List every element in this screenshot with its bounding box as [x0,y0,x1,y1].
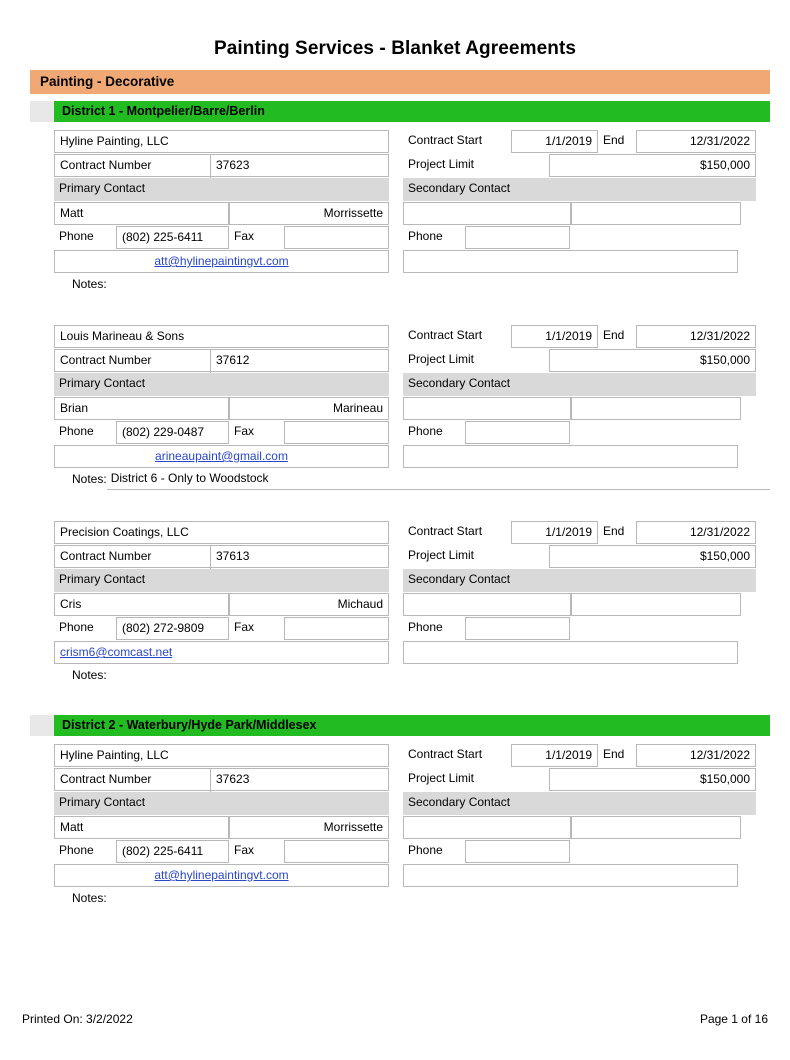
record-row-contact-heads [54,373,770,396]
contract-end-value: 12/31/2022 [636,744,756,767]
printed-on-text: Printed On: 3/2/2022 [22,1012,133,1026]
primary-email[interactable] [54,250,389,273]
record-row-notes [54,888,770,908]
primary-phone-value: (802) 272-9809 [116,617,229,640]
primary-email[interactable] [54,864,389,887]
record-row-email [54,445,770,468]
primary-contact-heading: Primary Contact [54,569,389,592]
record-row-vendor [54,521,770,544]
project-limit-label: Project Limit [408,352,475,366]
secondary-contact-first-name [403,397,571,420]
secondary-email [403,641,738,664]
page-number-text: Page 1 of 16 [699,1012,768,1026]
district-gutter [30,101,54,122]
primary-fax-value [284,421,389,444]
district-header-row [30,715,770,736]
vendor-name: Hyline Painting, LLC [54,130,389,153]
secondary-phone-label: Phone [408,229,443,243]
page-footer [22,1012,768,1026]
secondary-contact-first-name [403,816,571,839]
record-row-phone-fax [54,840,770,863]
contract-start-label: Contract Start [408,328,483,342]
contract-end-label: End [603,524,625,538]
secondary-contact-heading: Secondary Contact [403,178,756,201]
primary-fax-label: Fax [234,620,255,634]
secondary-phone-value [465,421,570,444]
project-limit-label: Project Limit [408,157,475,171]
primary-phone-value: (802) 225-6411 [116,840,229,863]
primary-contact-first-name: Matt [54,202,229,225]
primary-contact-last-name: Morrissette [229,816,389,839]
vendor-name: Hyline Painting, LLC [54,744,389,767]
primary-phone-value: (802) 225-6411 [116,226,229,249]
record-row-phone-fax [54,421,770,444]
primary-email-link[interactable]: att@hylinepaintingvt.com [154,254,289,268]
secondary-email [403,445,738,468]
primary-phone-label: Phone [59,229,94,243]
secondary-contact-first-name [403,202,571,225]
project-limit-value: $150,000 [549,349,756,372]
record-row-contract-number [54,545,770,568]
page-title: Painting Services - Blanket Agreements [213,38,577,59]
record-row-phone-fax [54,617,770,640]
contract-start-value: 1/1/2019 [511,521,598,544]
primary-fax-value [284,226,389,249]
primary-email-link[interactable]: arineaupaint@gmail.com [155,449,288,463]
project-limit-label: Project Limit [408,548,475,562]
contract-start-label: Contract Start [408,747,483,761]
secondary-phone-label: Phone [408,424,443,438]
primary-email[interactable] [54,445,389,468]
primary-fax-label: Fax [234,229,255,243]
secondary-contact-last-name [571,202,741,225]
district-header-2: District 2 - Waterbury/Hyde Park/Middlesex [54,715,770,736]
record-row-notes [54,274,770,294]
contract-end-label: End [603,328,625,342]
notes-label: Notes: [72,891,107,905]
contract-number-field [54,154,389,177]
record-row-contact-heads [54,569,770,592]
record-row-notes [54,469,770,490]
secondary-contact-heading: Secondary Contact [403,373,756,396]
secondary-phone-label: Phone [408,843,443,857]
vendor-name: Precision Coatings, LLC [54,521,389,544]
record-row-contract-number [54,349,770,372]
secondary-contact-last-name [571,816,741,839]
contract-start-label: Contract Start [408,133,483,147]
contract-number-label: Contract Number [60,772,152,786]
agreement-record [54,744,770,908]
contract-number-field [54,768,389,791]
district-header-row [30,101,770,122]
primary-fax-value [284,840,389,863]
contract-start-value: 1/1/2019 [511,130,598,153]
secondary-phone-label: Phone [408,620,443,634]
contract-number-label: Contract Number [60,353,152,367]
secondary-contact-first-name [403,593,571,616]
secondary-contact-heading: Secondary Contact [403,569,756,592]
record-row-vendor [54,744,770,767]
contract-start-value: 1/1/2019 [511,325,598,348]
record-row-email [54,641,770,664]
primary-phone-label: Phone [59,424,94,438]
project-limit-value: $150,000 [549,154,756,177]
notes-label: Notes: [72,668,107,682]
record-row-vendor [54,325,770,348]
contract-number-label: Contract Number [60,549,152,563]
project-limit-label: Project Limit [408,771,475,785]
contract-end-label: End [603,747,625,761]
primary-contact-heading: Primary Contact [54,178,389,201]
agreement-record [54,130,770,294]
primary-contact-last-name: Morrissette [229,202,389,225]
primary-contact-heading: Primary Contact [54,792,389,815]
record-row-contact-names [54,397,770,420]
notes-label: Notes: [72,472,107,486]
notes-label: Notes: [72,277,107,291]
notes-value: District 6 - Only to Woodstock [107,469,770,490]
contract-number-value: 37623 [210,769,388,792]
primary-phone-label: Phone [59,620,94,634]
record-row-contact-names [54,593,770,616]
record-row-contact-heads [54,178,770,201]
primary-phone-value: (802) 229-0487 [116,421,229,444]
primary-fax-label: Fax [234,843,255,857]
primary-contact-first-name: Cris [54,593,229,616]
secondary-phone-value [465,617,570,640]
primary-fax-value [284,617,389,640]
section-header-painting-decorative: Painting - Decorative [30,70,770,94]
secondary-phone-value [465,840,570,863]
record-row-contract-number [54,154,770,177]
secondary-contact-last-name [571,397,741,420]
secondary-contact-last-name [571,593,741,616]
project-limit-value: $150,000 [549,545,756,568]
district-header-1: District 1 - Montpelier/Barre/Berlin [54,101,770,122]
record-row-phone-fax [54,226,770,249]
record-row-email [54,250,770,273]
contract-end-value: 12/31/2022 [636,521,756,544]
record-row-vendor [54,130,770,153]
record-row-contact-heads [54,792,770,815]
primary-contact-last-name: Michaud [229,593,389,616]
agreement-record [54,325,770,490]
primary-contact-first-name: Matt [54,816,229,839]
contract-start-value: 1/1/2019 [511,744,598,767]
contract-start-label: Contract Start [408,524,483,538]
vendor-name: Louis Marineau & Sons [54,325,389,348]
primary-phone-label: Phone [59,843,94,857]
agreement-record [54,521,770,685]
secondary-phone-value [465,226,570,249]
contract-number-label: Contract Number [60,158,152,172]
primary-fax-label: Fax [234,424,255,438]
district-gutter [30,715,54,736]
record-row-email [54,864,770,887]
document-page [0,38,790,1060]
primary-email-link[interactable]: att@hylinepaintingvt.com [154,868,289,882]
contract-number-value: 37612 [210,350,388,373]
contract-number-value: 37623 [210,155,388,178]
contract-number-field [54,545,389,568]
contract-end-value: 12/31/2022 [636,325,756,348]
primary-email[interactable] [54,641,389,664]
contract-number-value: 37613 [210,546,388,569]
primary-contact-first-name: Brian [54,397,229,420]
record-row-contract-number [54,768,770,791]
contract-number-field [54,349,389,372]
project-limit-value: $150,000 [549,768,756,791]
primary-contact-heading: Primary Contact [54,373,389,396]
secondary-contact-heading: Secondary Contact [403,792,756,815]
record-row-notes [54,665,770,685]
primary-contact-last-name: Marineau [229,397,389,420]
primary-email-link[interactable]: crism6@comcast.net [60,645,173,659]
contract-end-label: End [603,133,625,147]
secondary-email [403,250,738,273]
secondary-email [403,864,738,887]
contract-end-value: 12/31/2022 [636,130,756,153]
record-row-contact-names [54,816,770,839]
record-row-contact-names [54,202,770,225]
